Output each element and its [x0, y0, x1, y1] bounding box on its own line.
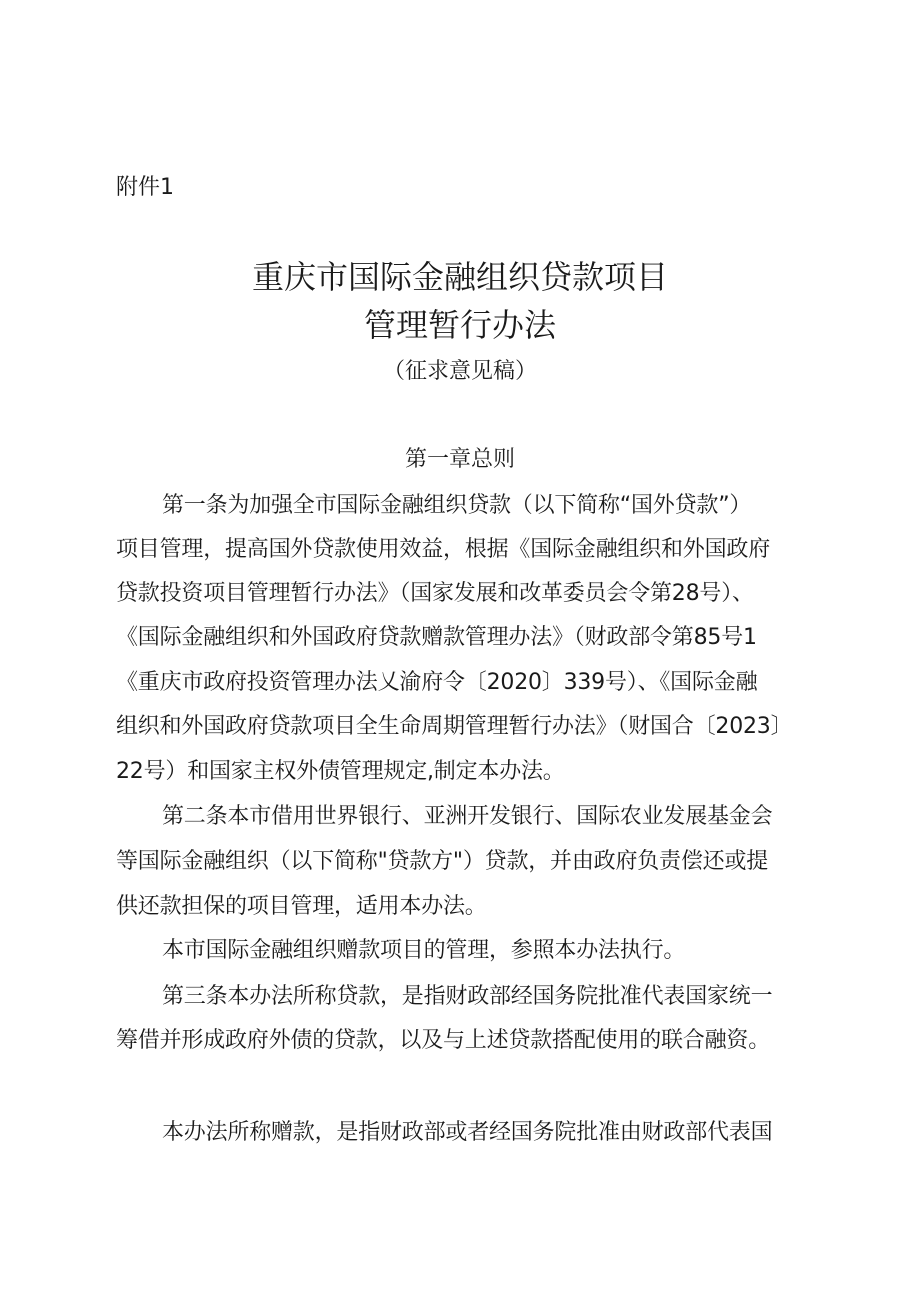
article-1-line-6: 组织和外国政府贷款项目全生命周期管理暂行办法》（财国合〔2023〕 — [116, 714, 793, 739]
attachment-label: 附件1 — [116, 175, 174, 200]
article-3-line-1: 第三条本办法所称贷款，是指财政部经国务院批准代表国家统一 — [162, 984, 773, 1009]
article-1-line-7: 22号）和国家主权外债管理规定,制定本办法。 — [116, 759, 565, 784]
article-2-line-3: 供还款担保的项目管理，适用本办法。 — [116, 894, 487, 919]
document-subtitle: （征求意见稿） — [382, 359, 537, 384]
article-1-line-2: 项目管理，提高国外贷款使用效益，根据《国际金融组织和外国政府 — [116, 537, 771, 562]
article-1-line-3: 贷款投资项目管理暂行办法》（国家发展和改革委员会令第28号）、 — [116, 581, 754, 606]
article-2-line-2: 等国际金融组织（以下简称"贷款方"）贷款，并由政府负责偿还或提 — [116, 849, 769, 874]
document-title-line-1: 重庆市国际金融组织贷款项目 — [251, 258, 668, 296]
chapter-heading: 第一章总则 — [404, 447, 515, 472]
article-2-line-1: 第二条本市借用世界银行、亚洲开发银行、国际农业发展基金会 — [162, 804, 773, 829]
document-title-line-2: 管理暂行办法 — [363, 306, 556, 344]
grant-reference-paragraph: 本市国际金融组织赠款项目的管理，参照本办法执行。 — [162, 938, 686, 963]
article-1-line-1: 第一条为加强全市国际金融组织贷款（以下简称“国外贷款”） — [162, 493, 752, 518]
grant-definition-line-1: 本办法所称赠款，是指财政部或者经国务院批准由财政部代表国 — [162, 1120, 773, 1145]
article-1-line-5: 《重庆市政府投资管理办法乂渝府令〔2020〕339号）、《国际金融 — [116, 670, 758, 695]
article-1-line-4: 《国际金融组织和外国政府贷款赠款管理办法》（财政部令第85号1 — [116, 625, 757, 650]
article-3-line-2: 筹借并形成政府外债的贷款，以及与上述贷款搭配使用的联合融资。 — [116, 1028, 771, 1053]
